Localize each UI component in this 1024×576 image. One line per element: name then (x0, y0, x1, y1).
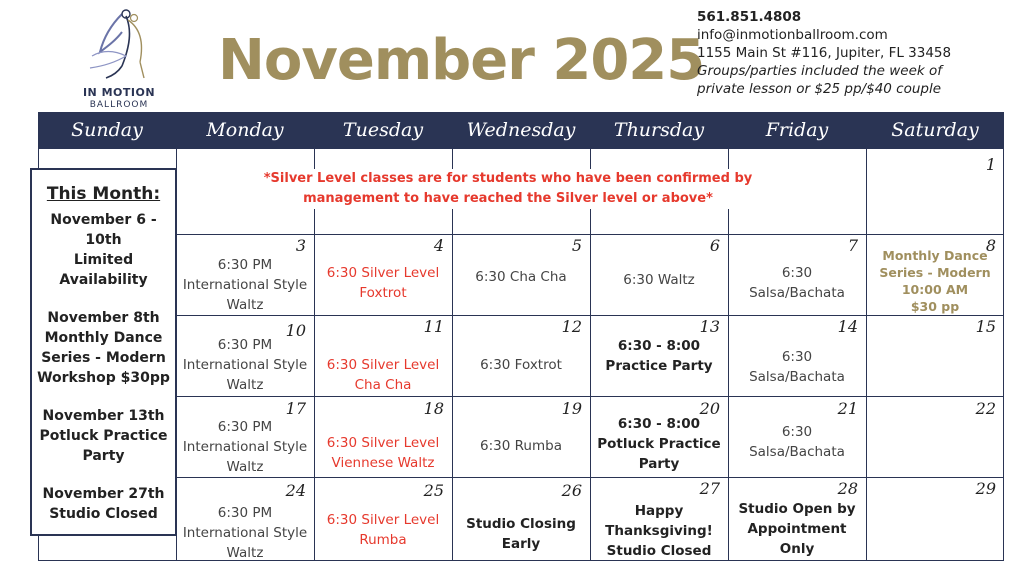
email-address[interactable]: info@inmotionballroom.com (697, 27, 888, 43)
event-silver-level-class (315, 433, 451, 473)
date-number: 21 (837, 399, 858, 418)
this-month-panel (30, 168, 177, 536)
logo (52, 6, 180, 110)
this-month-line: Monthly Dance (44, 330, 163, 346)
date-number: 6 (709, 236, 720, 255)
date-number: 18 (423, 399, 444, 418)
event-line: International Style (182, 357, 308, 373)
weekday-header (38, 112, 1004, 149)
this-month-item (32, 210, 175, 290)
this-month-line: November 27th (42, 486, 165, 502)
event-line: 6:30 Silver Level (326, 435, 440, 451)
this-month-line: Limited (73, 252, 134, 268)
event-line: $30 pp (910, 299, 960, 314)
event-line: Salsa/Bachata (749, 369, 845, 385)
event-line: Studio Open by (738, 501, 856, 517)
event-line: Waltz (226, 377, 264, 393)
event-group-class: 6:30 Waltz (623, 272, 695, 288)
event-line: 6:30 (781, 265, 813, 281)
event-line: 6:30 (781, 424, 813, 440)
date-number: 27 (699, 479, 720, 498)
event-line: Rumba (359, 532, 407, 548)
column-divider (1003, 149, 1004, 561)
weekday-tuesday: Tuesday (342, 119, 424, 141)
event-line: Party (638, 456, 680, 472)
event-line: International Style (182, 277, 308, 293)
this-month-title: This Month: (46, 184, 161, 204)
this-month-line: November 8th (47, 310, 160, 326)
event-line: International Style (182, 439, 308, 455)
event-line: Waltz (226, 297, 264, 313)
event-line: 6:30 PM (217, 505, 273, 521)
event-monday-group-class (177, 417, 313, 477)
brand-name: IN MOTION (82, 86, 156, 99)
event-line: 6:30 (781, 349, 813, 365)
date-number: 20 (699, 399, 720, 418)
date-number: 4 (433, 236, 444, 255)
event-studio-open-by-appointment (729, 499, 865, 559)
this-month-line: November 13th (42, 408, 165, 424)
date-number: 1 (985, 155, 996, 174)
event-line: Studio Closing (466, 516, 576, 532)
date-number: 19 (561, 399, 582, 418)
event-line: Series - Modern (879, 265, 991, 280)
event-line: 6:30 PM (217, 337, 273, 353)
row-divider (38, 477, 1004, 478)
notice-line: management to have reached the Silver level or above* (303, 191, 713, 206)
weekday-saturday: Saturday (891, 119, 979, 141)
this-month-line: Workshop $30pp (37, 370, 170, 386)
event-line: 6:30 Silver Level (326, 512, 440, 528)
this-month-line: Party (82, 448, 125, 464)
calendar-grid (38, 149, 1004, 561)
event-line: Studio Closed (606, 543, 712, 559)
date-number: 12 (561, 317, 582, 336)
event-line: Viennese Waltz (331, 455, 435, 471)
event-group-class: 6:30 Foxtrot (480, 357, 562, 373)
event-line: Potluck Practice (597, 436, 721, 452)
event-line: 6:30 PM (217, 257, 273, 273)
event-line: Monthly Dance (882, 248, 988, 263)
event-line: 6:30 Silver Level (326, 265, 440, 281)
pricing-note-line2: private lesson or $25 pp/$40 couple (697, 81, 942, 97)
pricing-note-line1: Groups/parties included the week of (697, 63, 943, 79)
event-line: Salsa/Bachata (749, 285, 845, 301)
date-number: 7 (847, 236, 858, 255)
weekday-sunday: Sunday (71, 119, 143, 141)
weekday-wednesday: Wednesday (466, 119, 576, 141)
event-line: Appointment (747, 521, 847, 537)
event-line: 6:30 PM (217, 419, 273, 435)
this-month-line: November 6 - 10th (50, 212, 157, 248)
date-number: 11 (423, 317, 444, 336)
date-number: 3 (295, 236, 306, 255)
event-silver-level-class (315, 510, 451, 550)
event-thanksgiving-closed (591, 501, 727, 561)
street-address: 1155 Main St #116, Jupiter, FL 33458 (697, 45, 952, 61)
event-line: Salsa/Bachata (749, 444, 845, 460)
contact-info (697, 8, 1017, 98)
event-studio-closing-early (453, 514, 589, 554)
event-line: 10:00 AM (901, 282, 969, 297)
this-month-item (32, 484, 175, 524)
date-number: 14 (837, 317, 858, 336)
date-number: 22 (975, 399, 996, 418)
event-monday-group-class (177, 335, 313, 395)
event-group-class: 6:30 Rumba (480, 438, 562, 454)
date-number: 29 (975, 479, 996, 498)
event-line: Happy (634, 503, 684, 519)
event-salsa-bachata (729, 347, 865, 387)
column-divider (866, 149, 867, 561)
date-number: 5 (571, 236, 582, 255)
event-monthly-dance-series (867, 247, 1003, 315)
this-month-line: Studio Closed (49, 506, 158, 522)
dancers-icon (82, 6, 162, 82)
weekday-thursday: Thursday (613, 119, 705, 141)
this-month-item (32, 308, 175, 388)
event-line: Only (779, 541, 815, 557)
silver-level-notice (228, 169, 788, 209)
weekday-monday: Monday (206, 119, 284, 141)
event-practice-party (591, 336, 727, 376)
event-line: 6:30 Silver Level (326, 357, 440, 373)
row-divider (38, 234, 1004, 235)
date-number: 26 (561, 481, 582, 500)
this-month-line: Availability (59, 272, 148, 288)
event-line: Foxtrot (359, 285, 407, 301)
event-line: Early (501, 536, 541, 552)
event-silver-level-class (315, 263, 451, 303)
this-month-line: Series - Modern (41, 350, 166, 366)
this-month-item (32, 406, 175, 466)
event-salsa-bachata (729, 422, 865, 462)
date-number: 25 (423, 481, 444, 500)
brand-subname: BALLROOM (89, 100, 149, 110)
date-number: 28 (837, 479, 858, 498)
event-monday-group-class (177, 255, 313, 315)
event-line: 6:30 - 8:00 (617, 338, 701, 354)
event-line: Waltz (226, 459, 264, 475)
date-number: 10 (285, 321, 306, 340)
date-number: 13 (699, 317, 720, 336)
event-silver-level-class (315, 355, 451, 395)
page-title: November 2025 (218, 28, 705, 93)
event-line: Thanksgiving! (605, 523, 713, 539)
date-number: 15 (975, 317, 996, 336)
event-monday-group-class (177, 503, 313, 563)
event-potluck-practice-party (591, 414, 727, 474)
date-number: 17 (285, 399, 306, 418)
weekday-friday: Friday (765, 119, 829, 141)
event-line: International Style (182, 525, 308, 541)
event-group-class: 6:30 Cha Cha (475, 269, 567, 285)
event-line: Waltz (226, 545, 264, 561)
row-divider (38, 396, 1004, 397)
event-line: Practice Party (605, 358, 713, 374)
event-line: 6:30 - 8:00 (617, 416, 701, 432)
this-month-line: Potluck Practice (39, 428, 168, 444)
date-number: 8 (985, 236, 996, 255)
row-divider (38, 315, 1004, 316)
event-line: Cha Cha (354, 377, 412, 393)
date-number: 24 (285, 481, 306, 500)
phone-number[interactable]: 561.851.4808 (697, 9, 802, 25)
notice-line: *Silver Level classes are for students who have been confirmed by (263, 171, 753, 186)
event-salsa-bachata (729, 263, 865, 303)
